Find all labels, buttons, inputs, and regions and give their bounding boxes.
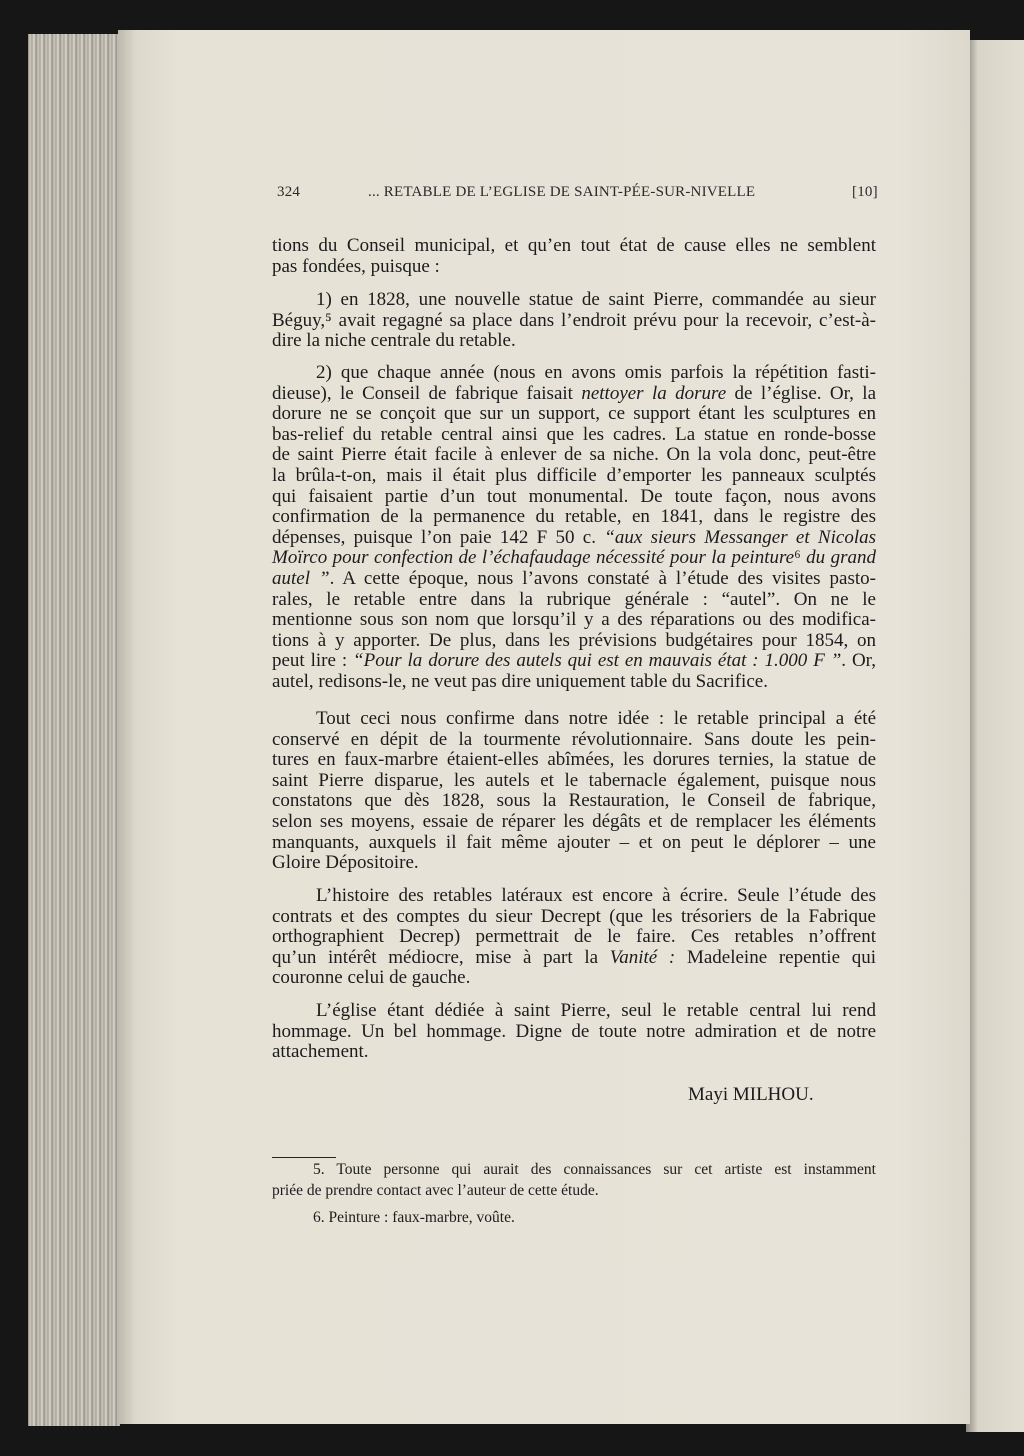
text-line	[272, 569, 876, 590]
text-segment: dorure ne se conçoit que sur un support, ce support étant les sculptures en	[272, 403, 876, 425]
text-line	[272, 466, 876, 487]
italic-text: Vanité :	[609, 946, 676, 968]
next-page-edge	[966, 40, 1024, 1432]
text-segment: L’histoire des retables latéraux est encore à écrire. Seule l’étude des	[316, 885, 876, 906]
footnote-separator	[272, 1157, 336, 1158]
text-line	[272, 404, 876, 425]
text-segment: pas fondées, puisque :	[272, 255, 440, 277]
paragraph	[272, 236, 876, 277]
text-segment: de l’église. Or, la	[726, 382, 877, 404]
text-segment: confirmation de la permanence du retable, en 1841, dans le registre des	[272, 506, 876, 528]
text-line	[272, 948, 876, 969]
paragraph	[272, 290, 876, 352]
author-signature: Mayi MILHOU.	[688, 1084, 814, 1105]
text-segment: saint Pierre disparue, les autels et le tabernacle également, puisque nous	[272, 769, 876, 791]
text-line	[272, 548, 876, 569]
text-segment: tions à y apporter. De plus, dans les prévisions budgétaires pour 1854, on	[272, 629, 876, 651]
paragraph	[272, 709, 876, 874]
footnote	[272, 1159, 876, 1201]
text-line	[272, 487, 876, 508]
text-line	[272, 651, 876, 672]
paragraph	[272, 886, 876, 989]
text-segment: couronne celui de gauche.	[272, 967, 471, 989]
text-line	[272, 445, 876, 466]
text-line	[272, 610, 876, 631]
text-line	[272, 1042, 876, 1063]
text-line	[272, 425, 876, 446]
text-segment: peut lire :	[272, 650, 354, 672]
running-title: ... RETABLE DE L’EGLISE DE SAINT-PÉE-SUR-NIVELLE	[368, 184, 756, 200]
text-line	[272, 507, 876, 528]
text-line	[272, 290, 876, 311]
text-line	[272, 968, 876, 989]
paragraph	[272, 1001, 876, 1063]
text-segment: tures en faux-marbre étaient-elles abîmées, les dorures ternies, la statue de	[272, 749, 876, 771]
text-line	[272, 672, 876, 693]
text-line	[272, 528, 876, 549]
italic-text: Moïrco pour confection de l’échafaudage nécessité pour la peinture	[272, 547, 795, 569]
text-segment: . A cette époque, nous l’avons constaté à l’étude des visites pasto-	[329, 567, 876, 589]
text-segment: autel, redisons-le, ne veut pas dire uniquement table du Sacrifice.	[272, 670, 768, 692]
text-segment: constatons que dès 1828, sous la Restauration, le Conseil de fabrique,	[272, 790, 876, 812]
text-line	[272, 709, 876, 730]
text-segment: ⁶	[794, 547, 807, 569]
text-line	[272, 384, 876, 405]
text-line	[272, 236, 876, 257]
text-segment: manquants, auxquels il fait même ajouter – et on peut le déplorer – une	[272, 831, 876, 853]
text-line	[272, 750, 876, 771]
text-line	[272, 363, 876, 384]
text-segment: Béguy,⁵ avait regagné sa place dans l’endroit prévu pour la recevoir, c’est-à-	[272, 309, 876, 331]
text-line	[272, 907, 876, 928]
text-segment: 1) en 1828, une nouvelle statue de saint Pierre, commandée au sieur	[316, 289, 876, 310]
text-line	[272, 311, 876, 332]
text-segment: contrats et des comptes du sieur Decrept (que les trésoriers de la Fabrique	[272, 905, 876, 927]
text-segment: Madeleine repentie qui	[675, 946, 876, 968]
text-line	[272, 833, 876, 854]
text-line	[272, 257, 876, 278]
italic-text: “aux sieurs Messanger et Nicolas	[604, 526, 876, 548]
book-page-edges	[28, 34, 120, 1426]
text-segment: conservé en dépit de la tourmente révolutionnaire. Sans doute les pein-	[272, 728, 876, 750]
text-segment: . Or,	[841, 650, 876, 672]
text-line	[272, 1001, 876, 1022]
text-segment: selon ses moyens, essaie de réparer les dégâts et de remplacer les éléments	[272, 810, 876, 832]
italic-text: nettoyer la dorure	[581, 382, 727, 404]
footnote-line: priée de prendre contact avec l’auteur de cette étude.	[272, 1182, 599, 1199]
footnote-line: 6. Peinture : faux-marbre, voûte.	[313, 1209, 515, 1226]
italic-text: du grand	[806, 547, 876, 569]
paragraph	[272, 363, 876, 693]
text-line	[272, 812, 876, 833]
italic-text: “Pour la dorure des autels qui est en mauvais état : 1.000 F ”	[353, 650, 842, 672]
footnote-line: 5. Toute personne qui aurait des connaissances sur cet artiste est instamment	[313, 1161, 876, 1178]
text-segment: rales, le retable entre dans la rubrique générale : “autel”. On ne le	[272, 588, 876, 610]
text-segment: Tout ceci nous confirme dans notre idée : le retable principal a été	[316, 708, 876, 729]
text-segment: L’église étant dédiée à saint Pierre, seul le retable central lui rend	[316, 1000, 876, 1021]
text-segment: dieuse), le Conseil de fabrique faisait	[272, 382, 582, 404]
text-segment: dépenses, puisque l’on paie 142 F 50 c.	[272, 526, 605, 548]
text-line	[272, 590, 876, 611]
text-line	[272, 886, 876, 907]
section-number: [10]	[852, 184, 878, 200]
footnote	[272, 1207, 876, 1228]
text-segment: qu’un intérêt médiocre, mise à part la	[272, 946, 610, 968]
text-line	[272, 853, 876, 874]
text-segment: Gloire Dépositoire.	[272, 852, 419, 874]
text-segment: hommage. Un bel hommage. Digne de toute notre admiration et de notre	[272, 1020, 876, 1042]
text-line	[272, 730, 876, 751]
text-line	[272, 927, 876, 948]
text-segment: qui faisaient partie d’un tout monumental. De toute façon, nous avons	[272, 485, 876, 507]
text-line	[272, 331, 876, 352]
text-line	[272, 791, 876, 812]
text-segment: 2) que chaque année (nous en avons omis parfois la répétition fasti-	[316, 362, 876, 383]
text-segment: orthographient Decrep) permettrait de le faire. Ces retables n’offrent	[272, 926, 876, 948]
text-segment: dire la niche centrale du retable.	[272, 330, 516, 352]
page-number: 324	[277, 184, 301, 200]
text-segment: tions du Conseil municipal, et qu’en tout état de cause elles ne semblent	[272, 235, 876, 256]
text-line	[272, 631, 876, 652]
text-segment: bas-relief du retable central ainsi que les cadres. La statue en ronde-bosse	[272, 423, 876, 445]
text-segment: mentionne sous son nom que lorsqu’il y a des réparations ou des modifica-	[272, 609, 876, 631]
text-line	[272, 1022, 876, 1043]
italic-text: autel ”	[272, 567, 330, 589]
text-segment: la brûla-t-on, mais il était plus difficile d’emporter les panneaux sculptés	[272, 464, 876, 486]
text-line	[272, 771, 876, 792]
text-segment: de saint Pierre était facile à enlever de sa niche. On la vola donc, peut-être	[272, 444, 876, 466]
text-segment: attachement.	[272, 1041, 369, 1063]
